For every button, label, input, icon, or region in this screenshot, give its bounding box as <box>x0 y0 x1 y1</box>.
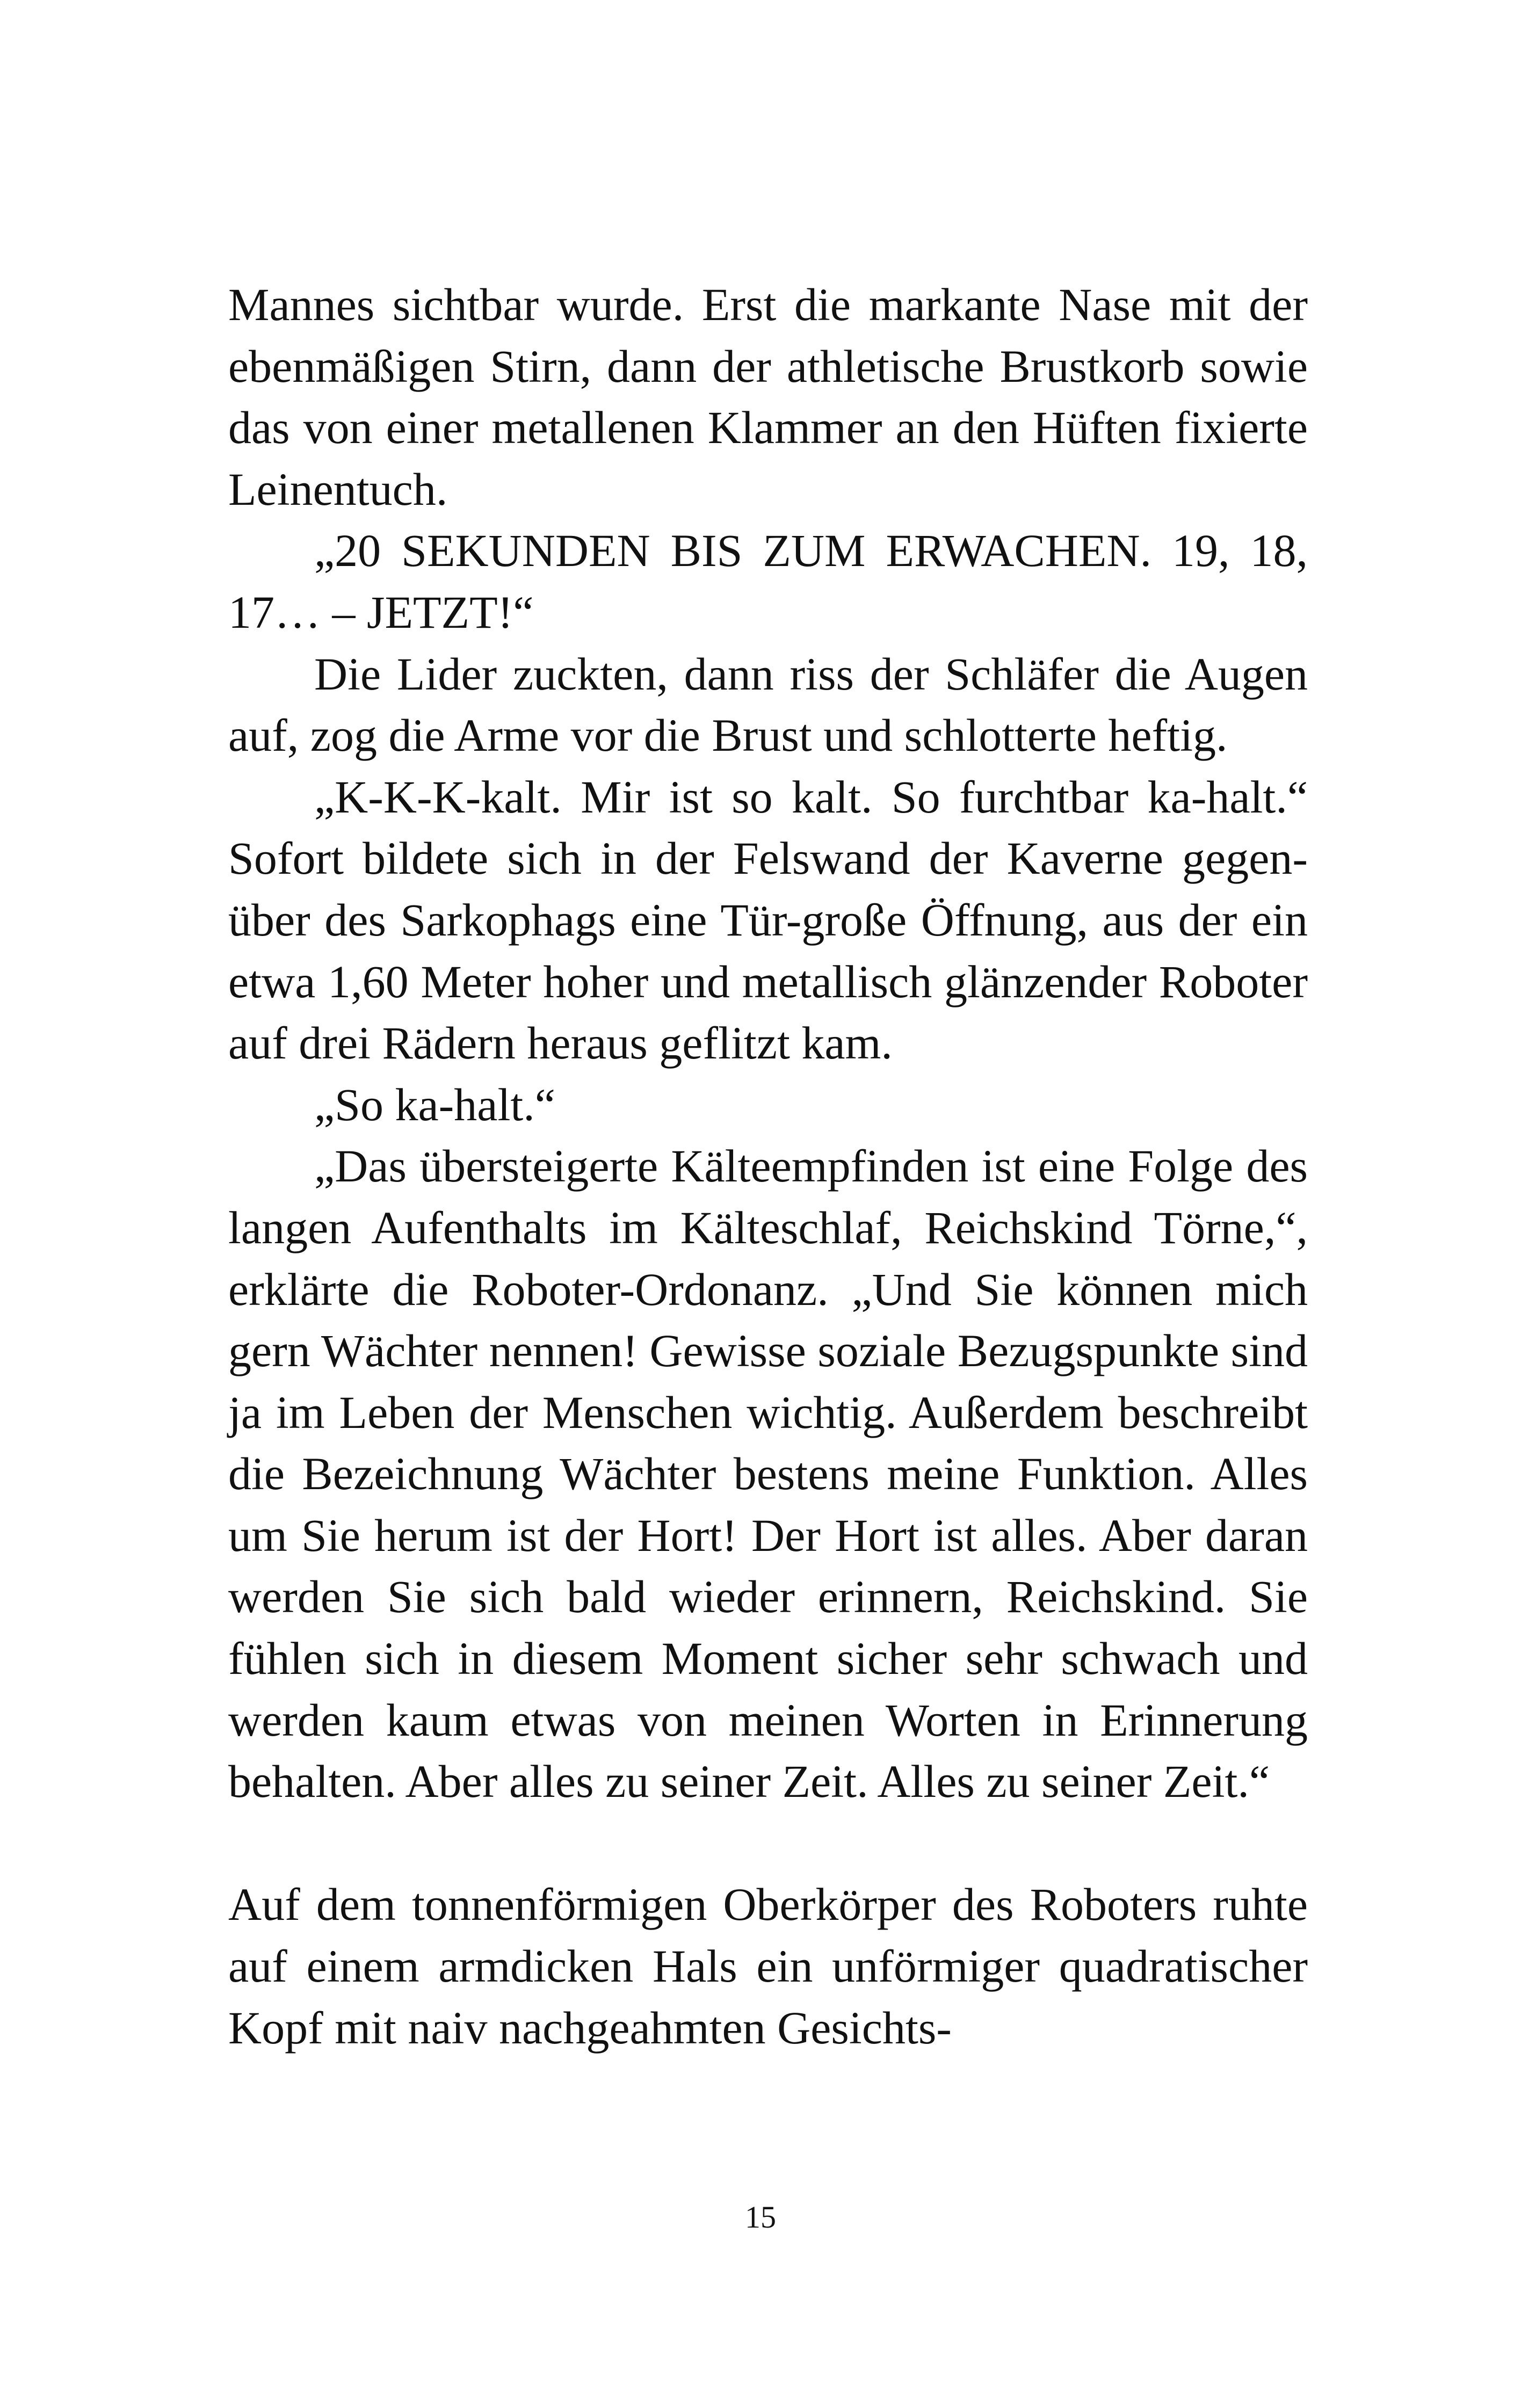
paragraph-continuation: Mannes sichtbar wurde. Erst die markante Nase mit der ebenmäßigen Stirn, dann der athletische Brustkorb sowie das von einer metallenen Klammer an den Hüften fixierte Leinentuch. <box>228 279 1308 515</box>
paragraph-cold-robot-arrival: „K-K-K-kalt. Mir ist so kalt. So furchtbar ka-halt.“ Sofort bildete sich in der Felswand der Kaverne gegenüber des Sarkophags eine Tür-große Öffnung, aus der ein etwa 1,60 Meter hoher und metallisch glänzender Roboter auf drei Rädern heraus geflitzt kam. <box>228 771 1308 1069</box>
paragraph-robot-description: Auf dem tonnenförmigen Oberkörper des Roboters ruhte auf einem armdicken Hals ein unförmiger quadratischer Kopf mit naiv nachgeahmten Gesichts- <box>228 1878 1308 2054</box>
paragraph-robot-speech: „Das übersteigerte Kälteempfinden ist eine Folge des langen Aufenthalts im Kälteschlaf, Reichskind Törne,“, erklärte die Roboter-Ordonanz. „Und Sie können mich gern Wächter nennen! Gewisse soziale Bezugspunkte sind ja im Leben der Menschen wichtig. Außerdem beschreibt die Bezeichnung Wächter bestens meine Funktion. Alles um Sie herum ist der Hort! Der Hort ist alles. Aber daran werden Sie sich bald wieder erinnern, Reichskind. Sie fühlen sich in diesem Moment sicher sehr schwach und werden kaum etwas von meinen Worten in Erinnerung behalten. Aber alles zu seiner Zeit. Alles zu seiner Zeit.“ <box>228 1140 1308 1808</box>
body-text <box>228 274 1308 2058</box>
paragraph-awakening: Die Lider zuckten, dann riss der Schläfer die Augen auf, zog die Arme vor die Brust und schlotterte heftig. <box>228 648 1308 761</box>
paragraph-countdown: „20 SEKUNDEN BIS ZUM ERWACHEN. 19, 18, 17… – JETZT!“ <box>228 525 1308 638</box>
page-number: 15 <box>745 2200 776 2235</box>
paragraph-so-kalt: „So ka-halt.“ <box>314 1078 555 1130</box>
